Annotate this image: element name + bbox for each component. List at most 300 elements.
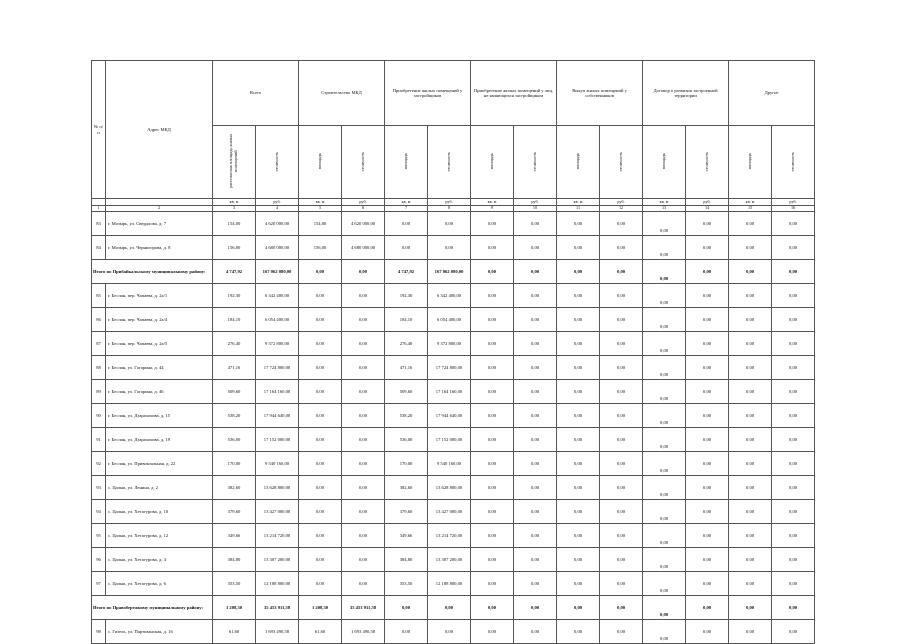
row-value: 349,66	[385, 524, 428, 548]
row-value: 471,16	[213, 356, 256, 380]
subtotal-cell: 0,00	[643, 596, 686, 620]
row-value: 0,00	[299, 404, 342, 428]
row-value: 0,00	[342, 476, 385, 500]
subtotal-cell: 167 062 080,00	[256, 260, 299, 284]
row-value: 1 693 490,58	[256, 620, 299, 644]
row-value: 0,00	[514, 620, 557, 644]
row-value: 0,00	[643, 452, 686, 476]
row-value: 0,00	[600, 500, 643, 524]
row-address: г. Беслан, пер. Чапаева, д. 2а/4	[106, 308, 213, 332]
row-number: 97	[92, 572, 106, 596]
row-value: 0,00	[428, 212, 471, 236]
header-group-total: Всего	[213, 61, 299, 126]
row-address: г. Беслан, ул. Дзарахохова, д. 15	[106, 404, 213, 428]
row-value: 0,00	[514, 212, 557, 236]
row-value: 0,00	[557, 476, 600, 500]
header-subcolumn	[385, 126, 428, 199]
row-value: 0,00	[686, 380, 729, 404]
subtotal-label: Итого по Правобережному муниципальному району:	[92, 596, 213, 620]
row-value: 0,00	[600, 524, 643, 548]
row-value: 0,00	[600, 236, 643, 260]
header-subcolumn-label: стоимость	[445, 151, 451, 172]
row-value: 0,00	[643, 356, 686, 380]
row-value: 0,00	[643, 500, 686, 524]
row-value: 0,00	[600, 476, 643, 500]
row-value: 384,80	[385, 548, 428, 572]
row-value: 538,20	[213, 404, 256, 428]
header-subcolumn	[213, 126, 256, 199]
header-subcolumn	[342, 126, 385, 199]
row-value: 0,00	[428, 236, 471, 260]
row-value: 0,00	[471, 404, 514, 428]
row-value: 0,00	[729, 524, 772, 548]
subtotal-cell: 0,00	[772, 260, 815, 284]
row-value: 0,00	[514, 284, 557, 308]
row-value: 154,00	[213, 212, 256, 236]
row-value: 0,00	[471, 380, 514, 404]
subtotal-cell: 0,00	[643, 260, 686, 284]
row-value: 0,00	[686, 572, 729, 596]
subtotal-label: Итого по Прибайкальскому муниципальному району:	[92, 260, 213, 284]
row-value: 17 944 640,00	[428, 404, 471, 428]
row-number: 88	[92, 356, 106, 380]
header-row-groups	[92, 61, 815, 126]
row-address: с. Цалык, ул. Хетагурова, д. 12	[106, 524, 213, 548]
header-subcolumn	[729, 126, 772, 199]
row-value: 13 427 000,00	[428, 500, 471, 524]
row-value: 0,00	[729, 452, 772, 476]
row-value: 0,00	[772, 284, 815, 308]
subtotal-cell: 0,00	[600, 596, 643, 620]
row-value: 0,00	[686, 620, 729, 644]
row-value: 156,00	[299, 236, 342, 260]
row-address: г. Беслан, пер. Чапаева, д. 2а/1	[106, 284, 213, 308]
row-value: 0,00	[342, 524, 385, 548]
row-value: 0,00	[342, 500, 385, 524]
row-value: 0,00	[557, 572, 600, 596]
row-value: 0,00	[686, 356, 729, 380]
subtotal-cell: 0,00	[514, 260, 557, 284]
row-value: 0,00	[772, 356, 815, 380]
header-subcolumn-label: площадь	[402, 153, 408, 170]
column-number: 11	[557, 206, 600, 212]
row-value: 184,10	[385, 308, 428, 332]
row-value: 17 164 160,00	[256, 380, 299, 404]
column-number: 10	[514, 206, 557, 212]
row-value: 13 628 800,00	[256, 476, 299, 500]
row-value: 13 307 200,00	[256, 548, 299, 572]
table-row	[92, 308, 815, 332]
row-value: 0,00	[557, 548, 600, 572]
row-number: 94	[92, 500, 106, 524]
header-group-other: Другое	[729, 61, 815, 126]
row-value: 0,00	[557, 500, 600, 524]
row-value: 0,00	[772, 452, 815, 476]
row-value: 0,00	[342, 548, 385, 572]
row-number: 90	[92, 404, 106, 428]
row-value: 0,00	[385, 212, 428, 236]
row-value: 0,00	[342, 332, 385, 356]
row-number: 86	[92, 308, 106, 332]
row-number: 98	[92, 620, 106, 644]
row-value: 0,00	[729, 500, 772, 524]
row-value: 17 724 800,00	[428, 356, 471, 380]
row-value: 0,00	[471, 620, 514, 644]
row-value: 0,00	[686, 284, 729, 308]
row-value: 0,00	[600, 380, 643, 404]
row-value: 12 188 800,00	[428, 572, 471, 596]
row-value: 0,00	[299, 524, 342, 548]
row-value: 0,00	[643, 572, 686, 596]
row-value: 0,00	[729, 572, 772, 596]
header-subcolumn	[428, 126, 471, 199]
subtotal-row	[92, 260, 815, 284]
row-value: 0,00	[600, 428, 643, 452]
unit-cell: кв. м	[557, 199, 600, 206]
column-number: 6	[342, 206, 385, 212]
row-value: 0,00	[643, 308, 686, 332]
row-value: 0,00	[342, 308, 385, 332]
subtotal-row	[92, 596, 815, 620]
header-subcolumn	[299, 126, 342, 199]
row-value: 0,00	[772, 332, 815, 356]
unit-cell: руб.	[600, 199, 643, 206]
row-value: 0,00	[557, 284, 600, 308]
row-value: 0,00	[772, 476, 815, 500]
row-value: 353,50	[385, 572, 428, 596]
row-value: 9 540 160,00	[428, 452, 471, 476]
row-value: 536,00	[385, 428, 428, 452]
subtotal-cell: 1 208,30	[299, 596, 342, 620]
row-value: 0,00	[471, 572, 514, 596]
table-row	[92, 284, 815, 308]
row-value: 0,00	[471, 476, 514, 500]
row-value: 0,00	[643, 620, 686, 644]
row-value: 192,30	[385, 284, 428, 308]
subtotal-cell: 0,00	[385, 596, 428, 620]
header-subcolumn	[557, 126, 600, 199]
row-value: 0,00	[643, 524, 686, 548]
row-value: 276,40	[385, 332, 428, 356]
table-row	[92, 452, 815, 476]
row-value: 0,00	[471, 524, 514, 548]
row-value: 0,00	[729, 308, 772, 332]
column-number: 4	[256, 206, 299, 212]
row-value: 0,00	[729, 476, 772, 500]
subtotal-cell: 0,00	[772, 596, 815, 620]
row-value: 0,00	[600, 548, 643, 572]
subtotal-cell: 167 062 080,00	[428, 260, 471, 284]
row-value: 0,00	[299, 380, 342, 404]
row-value: 6 054 400,00	[428, 308, 471, 332]
row-value: 0,00	[471, 236, 514, 260]
row-value: 4 620 000,00	[256, 212, 299, 236]
row-value: 0,00	[772, 524, 815, 548]
subtotal-cell: 0,00	[471, 596, 514, 620]
row-value: 0,00	[342, 380, 385, 404]
header-subcolumn-label: расселяемая площадь жилых помещений	[228, 134, 238, 189]
table-row	[92, 404, 815, 428]
row-value: 0,00	[514, 356, 557, 380]
unit-cell: кв. м	[385, 199, 428, 206]
column-number: 1	[92, 206, 106, 212]
row-value: 0,00	[471, 548, 514, 572]
row-value: 0,00	[342, 452, 385, 476]
header-subcolumn	[514, 126, 557, 199]
row-value: 6 342 400,00	[428, 284, 471, 308]
row-value: 0,00	[299, 332, 342, 356]
row-value: 0,00	[686, 308, 729, 332]
row-value: 0,00	[385, 236, 428, 260]
row-value: 0,00	[729, 404, 772, 428]
row-value: 0,00	[600, 284, 643, 308]
subtotal-cell: 0,00	[600, 260, 643, 284]
row-address: г. Беслан, ул. Дзарахохова, д. 19	[106, 428, 213, 452]
header-group-buyout: Выкуп жилых помещений у собственников	[557, 61, 643, 126]
header-group-territory: Договор о развитии застроенной территории	[643, 61, 729, 126]
subtotal-cell: 4 747,92	[385, 260, 428, 284]
header-group-non-developers: Приобретение жилых помещений у лиц, не являющихся застройщиком	[471, 61, 557, 126]
row-value: 0,00	[471, 428, 514, 452]
unit-cell: руб.	[256, 199, 299, 206]
row-value: 0,00	[514, 548, 557, 572]
header-group-construction: Строительство МКД	[299, 61, 385, 126]
header-subcolumn-label: площадь	[574, 153, 580, 170]
row-value: 0,00	[557, 332, 600, 356]
row-value: 17 724 800,00	[256, 356, 299, 380]
table-row	[92, 476, 815, 500]
row-value: 0,00	[299, 452, 342, 476]
header-subcolumn	[256, 126, 299, 199]
row-value: 0,00	[772, 548, 815, 572]
row-value: 0,00	[514, 428, 557, 452]
row-value: 0,00	[342, 572, 385, 596]
unit-cell: руб.	[772, 199, 815, 206]
row-address: г. Беслан, ул. Гагарина, д. 46	[106, 380, 213, 404]
row-value: 536,00	[213, 428, 256, 452]
row-value: 0,00	[772, 236, 815, 260]
row-address: с. Цалык, ул. Хетагурова, д. 6	[106, 572, 213, 596]
row-value: 0,00	[643, 380, 686, 404]
row-value: 156,00	[213, 236, 256, 260]
row-value: 0,00	[686, 452, 729, 476]
row-value: 17 164 160,00	[428, 380, 471, 404]
row-value: 0,00	[600, 212, 643, 236]
row-number: 95	[92, 524, 106, 548]
table-row	[92, 380, 815, 404]
header-subcolumn-label: стоимость	[359, 151, 365, 172]
row-value: 0,00	[686, 212, 729, 236]
row-value: 0,00	[643, 332, 686, 356]
row-value: 0,00	[514, 332, 557, 356]
header-group-developers: Приобретение жилых помещений у застройщиков	[385, 61, 471, 126]
subtotal-cell: 4 747,92	[213, 260, 256, 284]
table-row	[92, 572, 815, 596]
row-value: 0,00	[557, 356, 600, 380]
header-subcolumn	[643, 126, 686, 199]
row-value: 0,00	[643, 284, 686, 308]
row-number: 91	[92, 428, 106, 452]
row-address: г. Беслан, ул. Гагарина, д. 44	[106, 356, 213, 380]
row-value: 0,00	[514, 380, 557, 404]
row-value: 13 628 800,00	[428, 476, 471, 500]
row-value: 0,00	[342, 404, 385, 428]
subtotal-cell: 0,00	[299, 260, 342, 284]
row-address: г. Беслан, пер. Чапаева, д. 2а/5	[106, 332, 213, 356]
unit-cell: руб.	[686, 199, 729, 206]
row-value: 13 307 200,00	[428, 548, 471, 572]
row-number: 85	[92, 284, 106, 308]
row-value: 0,00	[471, 284, 514, 308]
row-value: 0,00	[643, 404, 686, 428]
row-value: 353,50	[213, 572, 256, 596]
column-number: 3	[213, 206, 256, 212]
row-value: 0,00	[729, 356, 772, 380]
row-value: 0,00	[772, 380, 815, 404]
unit-cell: кв. м	[299, 199, 342, 206]
row-value: 382,60	[213, 476, 256, 500]
unit-cell: кв. м	[213, 199, 256, 206]
row-value: 0,00	[514, 524, 557, 548]
subtotal-cell: 0,00	[729, 260, 772, 284]
header-subcolumn-label: площадь	[746, 153, 752, 170]
column-number: 16	[772, 206, 815, 212]
row-value: 61,60	[213, 620, 256, 644]
subtotal-cell: 0,00	[557, 596, 600, 620]
column-number: 7	[385, 206, 428, 212]
header-subcolumn	[686, 126, 729, 199]
header-subcolumn-label: площадь	[660, 153, 666, 170]
row-value: 17 152 000,00	[256, 428, 299, 452]
row-value: 0,00	[772, 404, 815, 428]
row-value: 13 214 720,00	[256, 524, 299, 548]
row-value: 0,00	[686, 548, 729, 572]
row-value: 0,00	[686, 500, 729, 524]
row-value: 0,00	[557, 452, 600, 476]
row-value: 0,00	[299, 572, 342, 596]
row-value: 0,00	[471, 308, 514, 332]
column-number: 12	[600, 206, 643, 212]
row-value: 0,00	[557, 212, 600, 236]
row-value: 61,60	[299, 620, 342, 644]
row-value: 0,00	[686, 524, 729, 548]
row-value: 0,00	[600, 572, 643, 596]
row-value: 538,20	[385, 404, 428, 428]
row-address: г. Мозырь, ул. Чернигорова, д. 8	[106, 236, 213, 260]
row-value: 0,00	[643, 548, 686, 572]
column-number: 13	[643, 206, 686, 212]
header-subcolumn-label: стоимость	[617, 151, 623, 172]
header-subcolumn-label: стоимость	[531, 151, 537, 172]
row-value: 0,00	[729, 332, 772, 356]
header-address: Адрес МКД	[106, 61, 213, 199]
row-value: 4 620 000,00	[342, 212, 385, 236]
subtotal-cell: 35 453 911,58	[342, 596, 385, 620]
row-value: 0,00	[729, 380, 772, 404]
table-row	[92, 428, 815, 452]
row-value: 9 372 800,00	[428, 332, 471, 356]
header-subcolumn	[772, 126, 815, 199]
row-value: 0,00	[557, 380, 600, 404]
row-value: 4 680 000,00	[256, 236, 299, 260]
table-row	[92, 524, 815, 548]
row-number: 84	[92, 236, 106, 260]
header-row-units	[92, 199, 815, 206]
row-value: 0,00	[772, 212, 815, 236]
header-subcolumn	[600, 126, 643, 199]
header-subcolumn-label: стоимость	[703, 151, 709, 172]
row-value: 0,00	[772, 500, 815, 524]
unit-cell: руб.	[514, 199, 557, 206]
row-value: 0,00	[514, 308, 557, 332]
row-value: 13 427 000,00	[256, 500, 299, 524]
unit-cell: руб.	[428, 199, 471, 206]
subtotal-cell: 0,00	[514, 596, 557, 620]
row-value: 0,00	[514, 476, 557, 500]
row-value: 17 944 640,00	[256, 404, 299, 428]
table-row	[92, 212, 815, 236]
row-value: 0,00	[686, 236, 729, 260]
row-value: 170,00	[385, 452, 428, 476]
row-value: 9 372 800,00	[256, 332, 299, 356]
row-value: 0,00	[557, 620, 600, 644]
row-value: 0,00	[600, 332, 643, 356]
subtotal-cell: 0,00	[428, 596, 471, 620]
row-value: 12 188 800,00	[256, 572, 299, 596]
row-value: 0,00	[557, 236, 600, 260]
units-blank	[92, 199, 106, 206]
row-value: 0,00	[686, 476, 729, 500]
row-address: г. Беслан, ул. Привокзальная, д. 22	[106, 452, 213, 476]
row-number: 96	[92, 548, 106, 572]
header-subcolumn-label: площадь	[488, 153, 494, 170]
row-value: 0,00	[299, 308, 342, 332]
row-value: 0,00	[428, 620, 471, 644]
row-address: с. Цалык, ул. Хетагурова, д. 10	[106, 500, 213, 524]
row-value: 0,00	[471, 332, 514, 356]
row-value: 0,00	[342, 356, 385, 380]
unit-cell: кв. м	[729, 199, 772, 206]
row-value: 1 693 490,58	[342, 620, 385, 644]
row-value: 0,00	[299, 548, 342, 572]
row-value: 192,30	[213, 284, 256, 308]
unit-cell: руб.	[342, 199, 385, 206]
row-value: 0,00	[729, 284, 772, 308]
row-value: 4 680 000,00	[342, 236, 385, 260]
row-value: 0,00	[471, 212, 514, 236]
subtotal-cell: 0,00	[729, 596, 772, 620]
column-number: 8	[428, 206, 471, 212]
table-row	[92, 500, 815, 524]
column-number: 15	[729, 206, 772, 212]
row-value: 0,00	[729, 620, 772, 644]
row-value: 0,00	[514, 452, 557, 476]
row-value: 0,00	[471, 500, 514, 524]
row-value: 379,60	[213, 500, 256, 524]
row-number: 93	[92, 476, 106, 500]
row-value: 0,00	[729, 212, 772, 236]
row-value: 349,66	[213, 524, 256, 548]
row-value: 0,00	[557, 404, 600, 428]
row-value: 0,00	[772, 428, 815, 452]
subtotal-cell: 0,00	[557, 260, 600, 284]
row-value: 0,00	[557, 428, 600, 452]
row-value: 0,00	[299, 284, 342, 308]
row-address: с. Гизель, ул. Партизанская, д. 16	[106, 620, 213, 644]
row-value: 13 214 720,00	[428, 524, 471, 548]
subtotal-cell: 0,00	[686, 596, 729, 620]
subtotal-cell: 0,00	[686, 260, 729, 284]
